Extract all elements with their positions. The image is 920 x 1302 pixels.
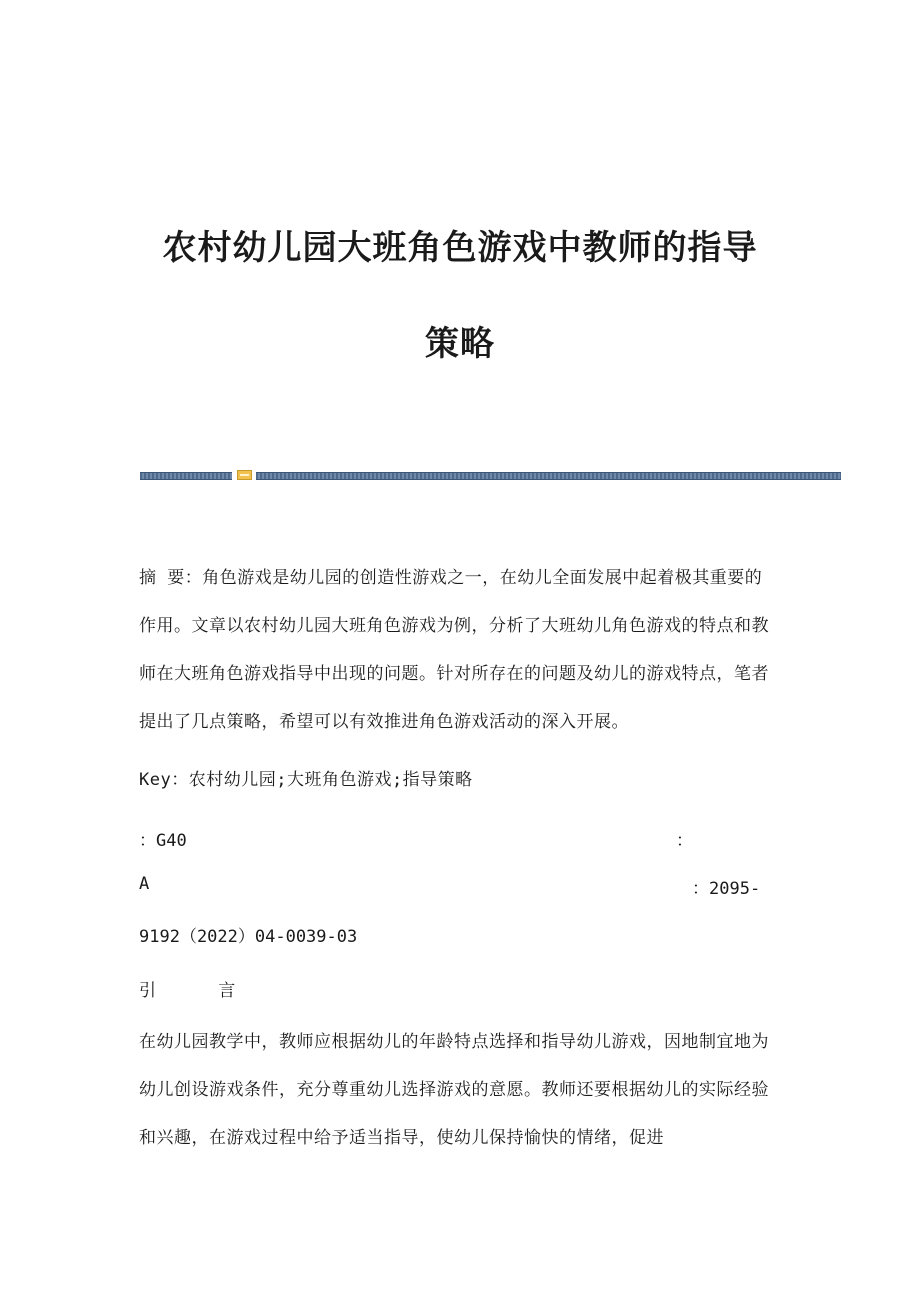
clc-number: ：G40 <box>139 831 187 851</box>
abstract-paragraph: 摘 要：角色游戏是幼儿园的创造性游戏之一，在幼儿全面发展中起着极其重要的作用。文章以农村幼儿园大班角色游戏为例，分析了大班幼儿角色游戏的特点和教师在大班角色游戏指导中出现的问题。针对所存在的问题及幼儿的游戏特点，笔者提出了几点策略，希望可以有效推进角色游戏活动的深入开展。 <box>139 568 769 732</box>
envelope-icon <box>237 470 252 480</box>
issn-prefix: ：2095- <box>692 879 761 899</box>
document-title-line-2: 策略 <box>425 324 495 364</box>
keywords-line: Key：农村幼儿园;大班角色游戏;指导策略 <box>139 770 473 790</box>
document-code: A <box>139 874 150 894</box>
document-title-line-1: 农村幼儿园大班角色游戏中教师的指导 <box>162 228 758 268</box>
intro-heading: 引 言 <box>139 981 262 1001</box>
divider-bar-left <box>140 472 232 480</box>
article-id: 9192（2022）04-0039-03 <box>139 927 358 947</box>
title-divider <box>140 470 841 480</box>
divider-bar-right <box>256 472 841 480</box>
body-paragraph: 在幼儿园教学中，教师应根据幼儿的年龄特点选择和指导幼儿游戏，因地制宜地为幼儿创设游戏条件，充分尊重幼儿选择游戏的意愿。教师还要根据幼儿的实际经验和兴趣，在游戏过程中给予适当指导，使幼儿保持愉快的情绪，促进 <box>139 1032 769 1148</box>
clc-right-label: ： <box>676 831 693 851</box>
